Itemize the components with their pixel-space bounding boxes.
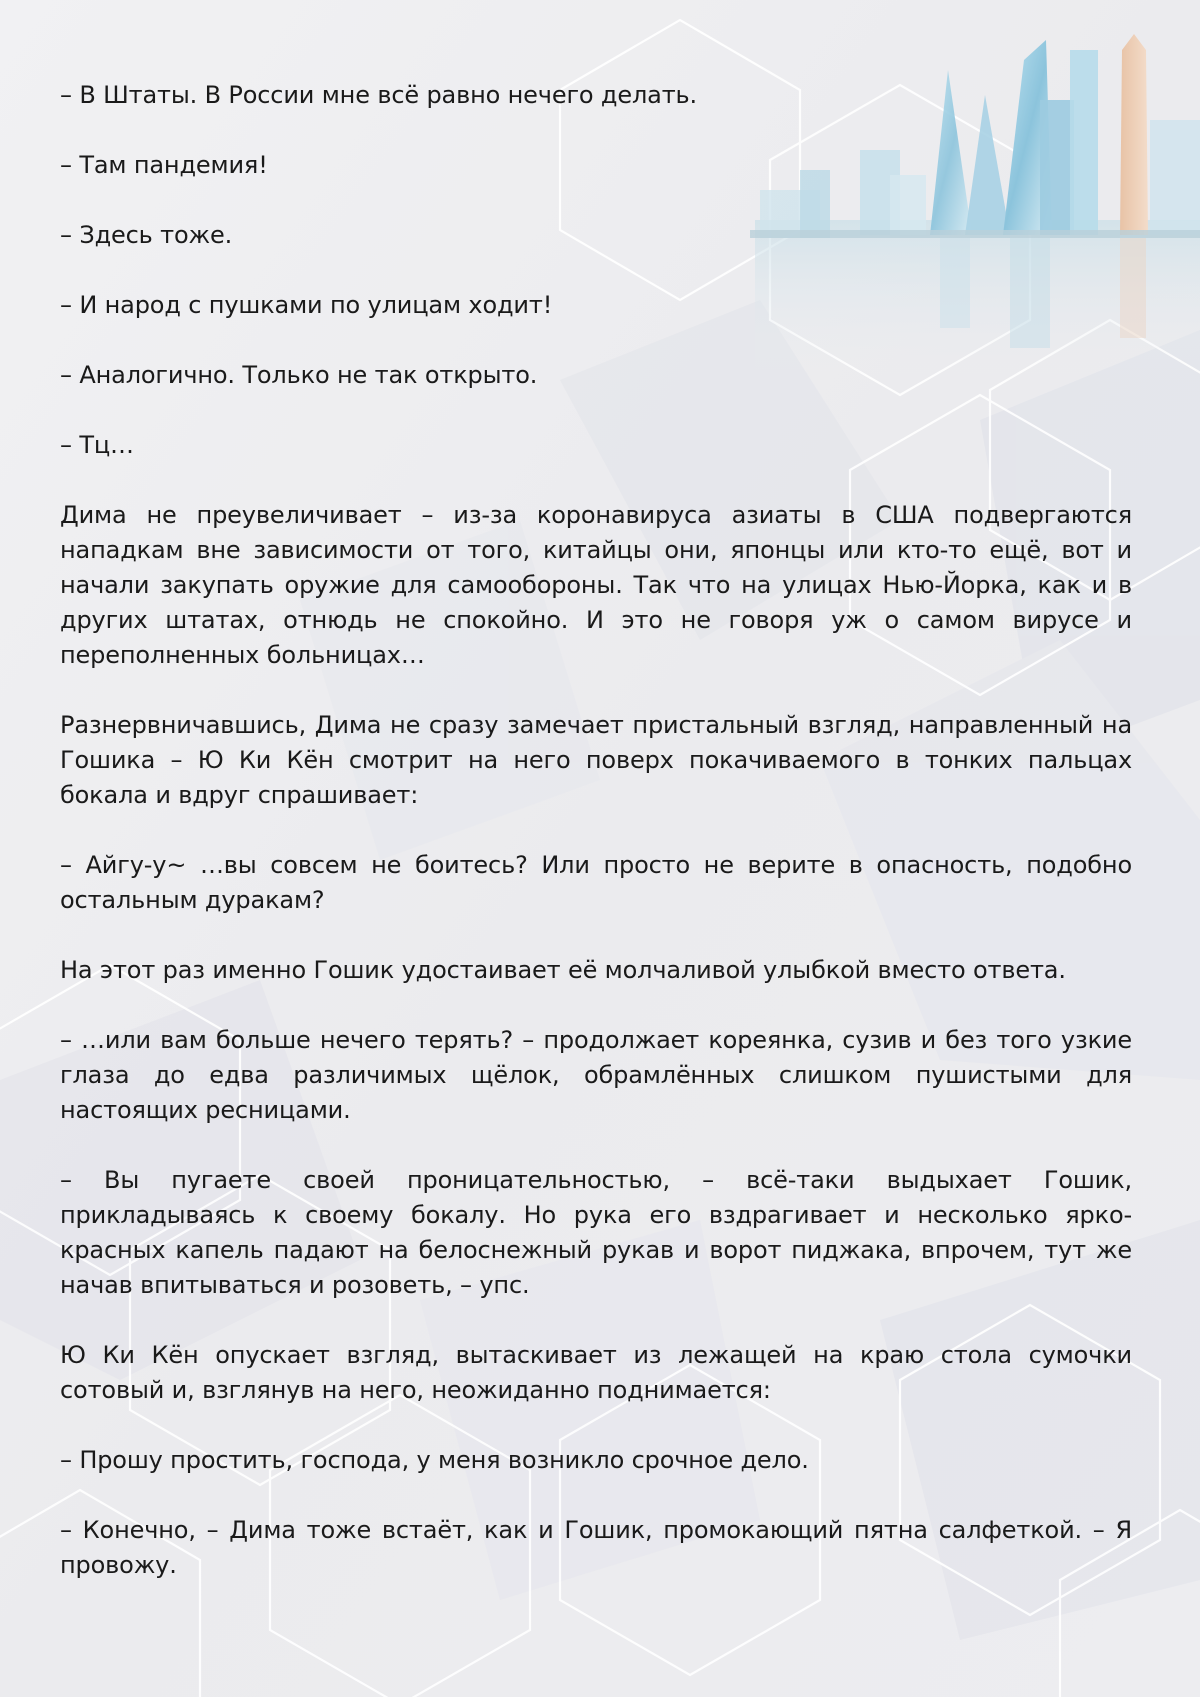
paragraph: – Конечно, – Дима тоже встаёт, как и Гошик, промокающий пятна салфеткой. – Я провожу. <box>60 1516 1132 1579</box>
paragraph: Дима не преувеличивает – из-за коронавируса азиаты в США подвергаются нападкам вне зависимости от того, китайцы они, японцы или кто-то ещё, вот и начали закупать оружие для самообороны. Так что на улицах Нью-Йорка, как и в других штатах, отнюдь не спокойно. И это не говоря уж о самом вирусе и переполненных больницах… <box>60 501 1132 669</box>
paragraph: – Здесь тоже. <box>60 221 233 249</box>
document-page <box>60 78 1132 1618</box>
paragraph: – В Штаты. В России мне всё равно нечего делать. <box>60 81 698 109</box>
paragraph: – Айгу-у~ …вы совсем не боитесь? Или просто не верите в опасность, подобно остальным дуракам? <box>60 851 1132 914</box>
paragraph: – Прошу простить, господа, у меня возникло срочное дело. <box>60 1446 809 1474</box>
paragraph: – Там пандемия! <box>60 151 268 179</box>
paragraph: – Тц… <box>60 431 134 459</box>
paragraph: На этот раз именно Гошик удостаивает её молчаливой улыбкой вместо ответа. <box>60 956 1066 984</box>
paragraph: Ю Ки Кён опускает взгляд, вытаскивает из лежащей на краю стола сумочки сотовый и, взглянув на него, неожиданно поднимается: <box>60 1341 1132 1404</box>
paragraph: – Вы пугаете своей проницательностью, – всё-таки выдыхает Гошик, прикладываясь к своему бокалу. Но рука его вздрагивает и несколько ярко-красных капель падают на белоснежный рукав и ворот пиджака, впрочем, тут же начав впитываться и розоветь, – упс. <box>60 1166 1132 1299</box>
paragraph: – И народ с пушками по улицам ходит! <box>60 291 553 319</box>
paragraph: – Аналогично. Только не так открыто. <box>60 361 538 389</box>
paragraph: Разнервничавшись, Дима не сразу замечает пристальный взгляд, направленный на Гошика – Ю Ки Кён смотрит на него поверх покачиваемого в тонких пальцах бокала и вдруг спрашивает: <box>60 711 1132 809</box>
paragraph: – …или вам больше нечего терять? – продолжает кореянка, сузив и без того узкие глаза до едва различимых щёлок, обрамлённых слишком пушистыми для настоящих ресницами. <box>60 1026 1132 1124</box>
